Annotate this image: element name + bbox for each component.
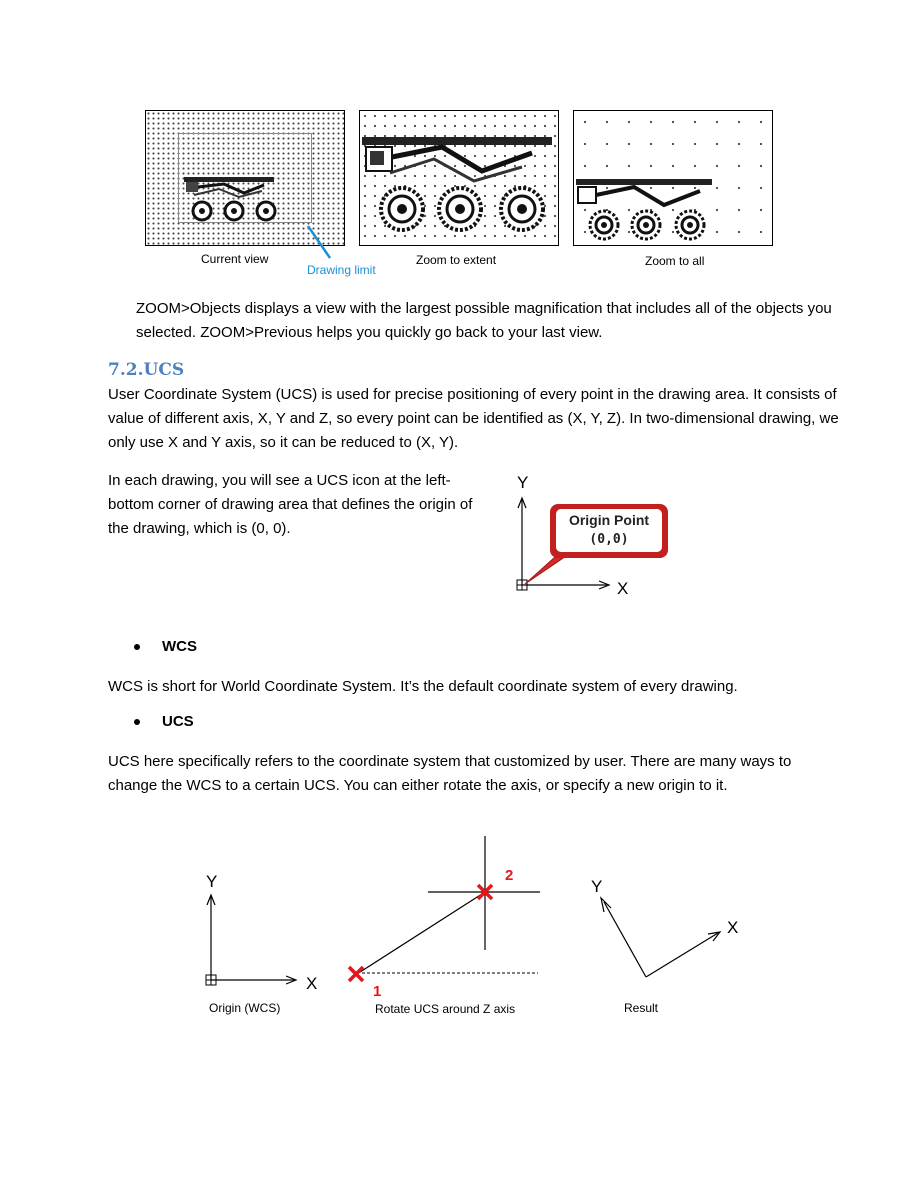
rover-extent-image [362,133,556,243]
callout-coords: (0,0) [589,532,629,547]
caption-origin-wcs: Origin (WCS) [209,1001,281,1015]
ucs-icon-paragraph: In each drawing, you will see a UCS icon at the left-bottom corner of drawing area that defines the origin of the drawing, which is (0, 0). [108,472,473,537]
caption-current-view: Current view [201,252,269,266]
ucs-intro-paragraph: User Coordinate System (UCS) is used for precise positioning of every point in the drawing area. It consists of value of different axis, X, Y and Z, so every point can be identified as (X, Y, Z). In two-dimensional drawing, we only use X and Y axis, so it can be reduced to (X, Y). [108,386,839,451]
drawing-limit-pointer [300,222,340,262]
ucs-bullet [134,713,194,730]
point-2-label: 2 [505,867,514,884]
callout-title: Origin Point [568,512,650,528]
caption-zoom-extent: Zoom to extent [416,253,497,267]
result-axis-y-label: Y [591,877,603,896]
caption-drawing-limit: Drawing limit [307,263,376,277]
caption-zoom-all: Zoom to all [645,254,705,268]
zoom-extent-panel [359,110,559,246]
wcs-axis-y-label: Y [206,872,218,891]
ucs-paragraph: UCS here specifically refers to the coordinate system that customized by user. There are many ways to change the WCS to a certain UCS. You can either rotate the axis, or specify a new origin to it. [108,753,792,794]
rover-small-image [184,171,284,223]
caption-rotate-ucs: Rotate UCS around Z axis [375,1002,516,1016]
result-axis-x-label: X [727,918,739,937]
bullet-dot [134,644,140,650]
point-1-label: 1 [373,983,382,1000]
wcs-paragraph: WCS is short for World Coordinate System. It’s the default coordinate system of every drawing. [108,678,738,695]
zoom-all-panel [573,110,773,246]
zoom-objects-paragraph: ZOOM>Objects displays a view with the largest possible magnification that includes all of the objects you selected. ZOOM>Previous helps you quickly go back to your last view. [136,300,832,341]
wcs-label: WCS [162,638,197,655]
bullet-dot [134,719,140,725]
origin-point-figure [505,470,685,600]
wcs-axis-x-label: X [306,974,318,993]
wcs-bullet [134,638,197,655]
section-heading: 7.2.UCS [108,360,185,380]
origin-axis-x-label: X [617,579,629,598]
ucs-label: UCS [162,713,194,730]
point-1-marker [349,967,363,981]
rotate-ucs-figure [180,830,760,1030]
rover-all-image [576,177,716,243]
origin-axis-y-label: Y [517,473,529,492]
caption-result: Result [624,1001,659,1015]
